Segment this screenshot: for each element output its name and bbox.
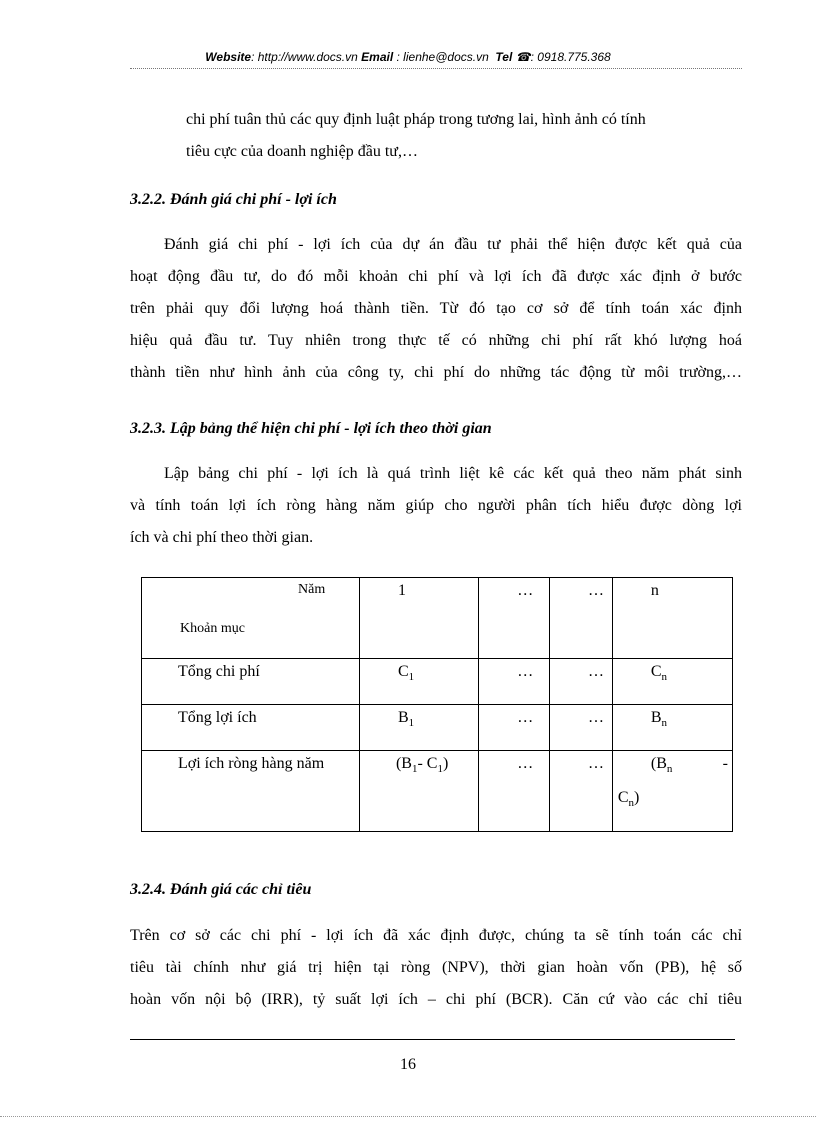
- header-rule: [130, 68, 742, 69]
- paragraph-line: ích và chi phí theo thời gian.: [130, 529, 314, 546]
- table-row: [142, 659, 733, 705]
- paragraph-line: trên phải quy đổi lượng hoá thành tiền. Từ đó tạo cơ sở để tính toán xác định: [130, 300, 742, 317]
- table-row: [142, 705, 733, 751]
- section-heading-323: 3.2.3. Lập bảng thể hiện chi phí - lợi ích theo thời gian: [130, 420, 492, 437]
- intro-line: chi phí tuân thủ các quy định luật pháp trong tương lai, hình ảnh có tính: [186, 111, 646, 128]
- bottom-rule: [0, 1116, 816, 1117]
- table-cell: ($B_1-$ $C_1$): [395, 755, 449, 776]
- paragraph-324: [130, 920, 742, 1016]
- section-heading-324: 3.2.4. Đánh giá các chỉ tiêu: [130, 881, 312, 898]
- paragraph-line: thành tiền như hình ảnh của công ty, chi phí do những tác động từ môi trường,…: [130, 364, 742, 381]
- tel-value: : 0918.775.368: [530, 50, 611, 64]
- table-col-header: …: [517, 582, 534, 599]
- page-header: [0, 50, 816, 64]
- row-label: Tổng lợi ích: [178, 709, 257, 726]
- table-col-header: …: [587, 582, 604, 599]
- row-label: Lợi ích ròng hàng năm: [178, 755, 325, 772]
- table-cell: $C_1$: [397, 663, 415, 684]
- paragraph-line: hoạt động đầu tư, do đó mỗi khoản chi phí và lợi ích đã được xác định ở bước: [130, 268, 742, 285]
- row-label: Tổng chi phí: [178, 663, 260, 680]
- phone-icon: ☎: [515, 50, 531, 64]
- table-cell: ($B_n$ - $C_n$): [612, 751, 732, 832]
- table-cell: $B_n$: [650, 709, 668, 730]
- table-cell: …: [587, 755, 604, 772]
- paragraph-323: [130, 458, 742, 554]
- table-cell: …: [517, 709, 534, 726]
- website-label: Website: [205, 50, 252, 64]
- table-header-row: [142, 578, 733, 659]
- intro-line: tiêu cực của doanh nghiệp đầu tư,…: [186, 143, 418, 160]
- email-label: Email: [361, 50, 394, 64]
- section-heading-322: 3.2.2. Đánh giá chi phí - lợi ích: [130, 191, 337, 208]
- paragraph-line: tiêu tài chính như giá trị hiện tại ròng (NPV), thời gian hoàn vốn (PB), hệ số: [130, 959, 742, 976]
- paragraph-line: hiệu quả đầu tư. Tuy nhiên trong thực tế có những chi phí rất khó lượng hoá: [130, 332, 742, 349]
- table-cell: …: [587, 663, 604, 680]
- intro-paragraph: [186, 104, 741, 168]
- page-number: 16: [400, 1056, 416, 1073]
- paragraph-line: hoàn vốn nội bộ (IRR), tỷ suất lợi ích – chi phí (BCR). Căn cứ vào các chỉ tiêu: [130, 991, 742, 1008]
- table-col-header: n: [650, 582, 659, 599]
- footer-rule: [130, 1039, 735, 1040]
- website-value: : http://www.docs.vn: [251, 50, 358, 64]
- tel-label: Tel: [495, 50, 513, 64]
- cost-benefit-table: [141, 577, 733, 832]
- paragraph-line: và tính toán lợi ích ròng hàng năm giúp cho người phân tích hiểu được dòng lợi: [130, 497, 742, 514]
- corner-year-label: Năm: [298, 582, 326, 597]
- table-cell: …: [517, 755, 534, 772]
- table-cell: …: [587, 709, 604, 726]
- paragraph-line: Lập bảng chi phí - lợi ích là quá trình liệt kê các kết quả theo năm phát sinh: [164, 465, 742, 482]
- table-cell: $C_n$: [650, 663, 668, 684]
- email-value: : lienhe@docs.vn: [396, 50, 489, 64]
- table-corner-cell: [142, 578, 360, 659]
- paragraph-line: Đánh giá chi phí - lợi ích của dự án đầu tư phải thể hiện được kết quả của: [164, 236, 742, 253]
- table-cell: $B_1$: [397, 709, 415, 730]
- corner-item-label: Khoản mục: [180, 621, 245, 636]
- paragraph-322: [130, 229, 742, 389]
- paragraph-line: Trên cơ sở các chi phí - lợi ích đã xác định được, chúng ta sẽ tính toán các chỉ: [130, 927, 742, 944]
- table-col-header: 1: [397, 582, 406, 599]
- table-cell: …: [517, 663, 534, 680]
- table-row: [142, 751, 733, 832]
